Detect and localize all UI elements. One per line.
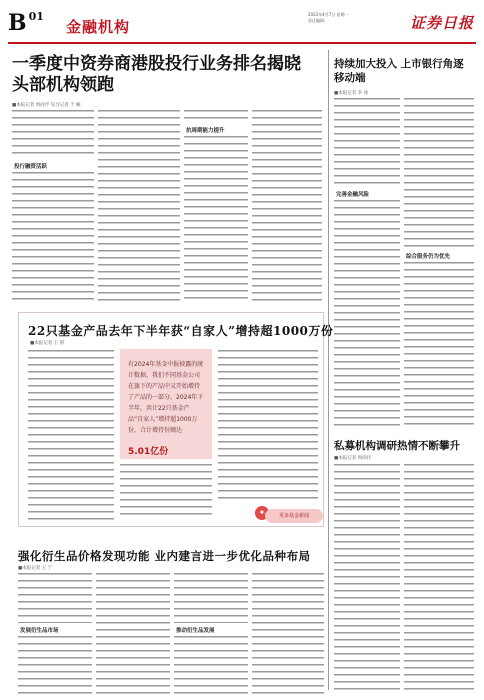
header-meta bbox=[308, 12, 408, 24]
header-editor: 责任编辑： bbox=[308, 18, 328, 23]
derivatives-story-subhead-2: 推动衍生品发展 bbox=[176, 628, 215, 634]
fund-story-column-3 bbox=[218, 350, 318, 500]
private-fund-story-column-1 bbox=[334, 464, 400, 694]
lead-story-column-1 bbox=[12, 110, 94, 158]
fund-news-icon: ✦ bbox=[255, 506, 269, 520]
lead-story-column-3 bbox=[184, 110, 248, 124]
lead-story-column-2 bbox=[98, 110, 180, 304]
side-story-column-2b bbox=[404, 262, 474, 430]
derivatives-story-column-4 bbox=[252, 573, 324, 694]
fund-story-callout bbox=[120, 349, 212, 459]
page-number: 01 bbox=[28, 10, 44, 23]
callout-text: 有2024年基金中报披露的统计数据，我们不同基金公司在旗下的产品中又开始增持了产品的一部分。2024年下半年，共计22只基金产品“自家人”增持超1000万份，合计增持份额达 bbox=[128, 361, 204, 434]
header-date: 2023年4月7日 星期一 bbox=[308, 12, 349, 17]
private-fund-story-column-2 bbox=[404, 464, 474, 694]
derivatives-story-byline: ■本报记者 王 宁 bbox=[18, 566, 53, 571]
newspaper-masthead: 证券日报 bbox=[409, 14, 474, 32]
derivatives-story-column-3 bbox=[174, 573, 248, 623]
fund-story-byline: ■本报记者 王 僖 bbox=[30, 341, 65, 346]
fund-news-tag: 更多基金新闻 bbox=[265, 509, 323, 523]
page-header bbox=[8, 6, 476, 46]
page-code: B $^{01}$ bbox=[8, 10, 44, 36]
side-story-column-1 bbox=[334, 98, 400, 186]
side-story-subhead-1: 完善金融风险 bbox=[336, 192, 370, 198]
callout-figure: 5.01亿份 bbox=[128, 447, 169, 457]
derivatives-story-column-1b bbox=[18, 636, 92, 694]
derivatives-story-column-2 bbox=[96, 573, 170, 694]
private-fund-story-title: 私募机构调研热情不断攀升 bbox=[334, 440, 460, 452]
lead-story-subhead-2: 抗周期能力提升 bbox=[186, 128, 225, 134]
private-fund-story-byline: ■本报记者 周尚伃 bbox=[334, 456, 372, 461]
derivatives-story-subhead-1: 发展衍生品市场 bbox=[20, 628, 59, 634]
fund-story-title: 22只基金产品去年下半年获“自家人”增持超1000万份 bbox=[28, 324, 334, 338]
lead-story-column-4 bbox=[252, 110, 322, 304]
derivatives-story-column-3b bbox=[174, 636, 248, 694]
side-story-title: 持续加大投入 上市银行角逐移动端 bbox=[334, 58, 464, 84]
lead-story-column-1b bbox=[12, 172, 94, 304]
lead-story-column-3b bbox=[184, 136, 248, 304]
fund-story-column-1 bbox=[28, 350, 114, 520]
lead-story-byline: ■本报记者 周尚伃 见习记者 于 楠 bbox=[12, 103, 81, 108]
fund-story-column-2 bbox=[120, 464, 212, 520]
header-rule bbox=[8, 42, 476, 44]
lead-story-subhead-1: 投行融资活跃 bbox=[14, 164, 48, 170]
derivatives-story-column-1 bbox=[18, 573, 92, 623]
side-story-subhead-2: 综合服务仍为优先 bbox=[406, 254, 451, 260]
derivatives-story-title: 强化衍生品价格发现功能 业内建言进一步优化品种布局 bbox=[18, 549, 311, 563]
side-story-column-1b bbox=[334, 200, 400, 430]
column-divider bbox=[328, 50, 329, 690]
lead-story-title: 一季度中资券商港股投行业务排名揭晓 头部机构领跑 bbox=[12, 54, 301, 95]
side-story-byline: ■本报记者 李 冰 bbox=[334, 91, 369, 96]
section-name: 金融机构 bbox=[66, 18, 131, 36]
side-story-column-2 bbox=[404, 98, 474, 248]
